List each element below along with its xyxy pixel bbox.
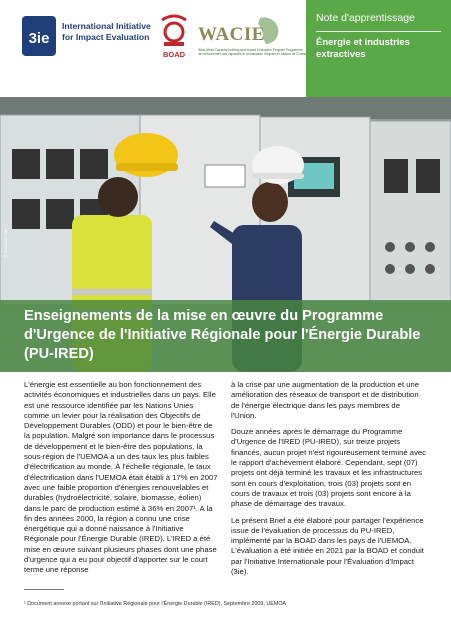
3ie-logo-text: 3ie: [28, 30, 50, 47]
org-name: International Initiative for Impact Evaluation: [62, 21, 151, 42]
document-topic: Énergie et industries extractives: [316, 37, 410, 60]
document-label-box: [306, 0, 451, 97]
boad-logo: [154, 14, 194, 60]
wacie-logo: [198, 14, 306, 74]
wacie-logo-subtitle: West Africa Capacity-building and Impact Evaluation Program Programme de renforcement des capacités et d'évaluation d'impact en Afrique de l'Ouest: [198, 48, 306, 57]
title-banner: [0, 300, 451, 372]
document-type: Note d'apprentissage: [316, 12, 415, 24]
body-paragraph-2: à la crise par une augmentation de la production et une amélioration des réseaux de transport et de distribution de l'énergie électrique dans les pays membres de l'Union.: [231, 380, 420, 420]
body-paragraph-3: Douze années après le démarrage du Programme d'Urgence de l'IRED (PU-IRED), sur treize projets financés, aucun projet n'est rigoureusement terminé avec le rapport d'achèvement élaboré. Cependant, sept (07) projets ont déjà terminé les travaux et les infrastructures sont en cours d'exploitation, trois (03) projets sont en cours de travaux et trois (03) projets sont encore à la phase de démarrage des travaux.: [231, 427, 427, 509]
photo-credit: © Itrebuste / 3ie: [3, 228, 8, 257]
footnote-divider: [24, 589, 64, 590]
label-divider: [316, 31, 441, 32]
footnote: ¹ Document annexe portant sur l'Initiative Régionale pour l'Énergie Durable (IRED), Septembre 2009, UEMOA: [24, 601, 287, 607]
body-right-column: [231, 380, 427, 583]
body-paragraph-1: L'énergie est essentielle au bon fonctionnement des activités économiques et industrielles dans un pays. Elle est une ressource identifiée par les Nations Unies comme un levier pour la réalisation des Objectifs de Développement Durables (ODD) et pour le bien-être de la population. Malgré son importance dans le processus de développement et le bien-être des populations, la sous-région de l'UEMOA a un des taux les plus faibles d'électrification au monde. À l'échelle régionale, le taux d'électrification dans l'UEMOA était établi à 17% en 2007 avec une faible proportion d'énergies renouvelables et durables (hydroélectricité, solaire, biomasse, éolien) dans le parc de production estimé à 36% en 2007¹. A la fin des années 2000, la région a connu une crise énergétique qui a donné naissance à l'Initiative Régionale pour l'Énergie Durable (IRED). L'IRED a été mise en œuvre suivant plusieurs phases dont une phase d'urgence qui a eu pour objectif d'apporter sur le court terme une réponse: [24, 380, 218, 575]
wacie-logo-title: WACIE: [198, 24, 265, 45]
body-paragraph-4: Le présent Brief a été élaboré pour partager l'expérience issue de l'évaluation de processus du PU-IRED, implémenté par la BOAD dans les pays de l'UEMOA. L'évaluation a été initiée en 2021 par la BOAD et conduit par l'Initiative Internationale pour l'Évaluation d'Impact (3ie).: [231, 515, 424, 577]
body-left-column: [24, 380, 220, 582]
document-title: Enseignements de la mise en œuvre du Programme d'Urgence de l'Initiative Régionale pour l'Énergie Durable (PU-IRED): [24, 308, 421, 362]
boad-logo-text: BOAD: [162, 50, 186, 59]
3ie-logo: [22, 16, 56, 56]
